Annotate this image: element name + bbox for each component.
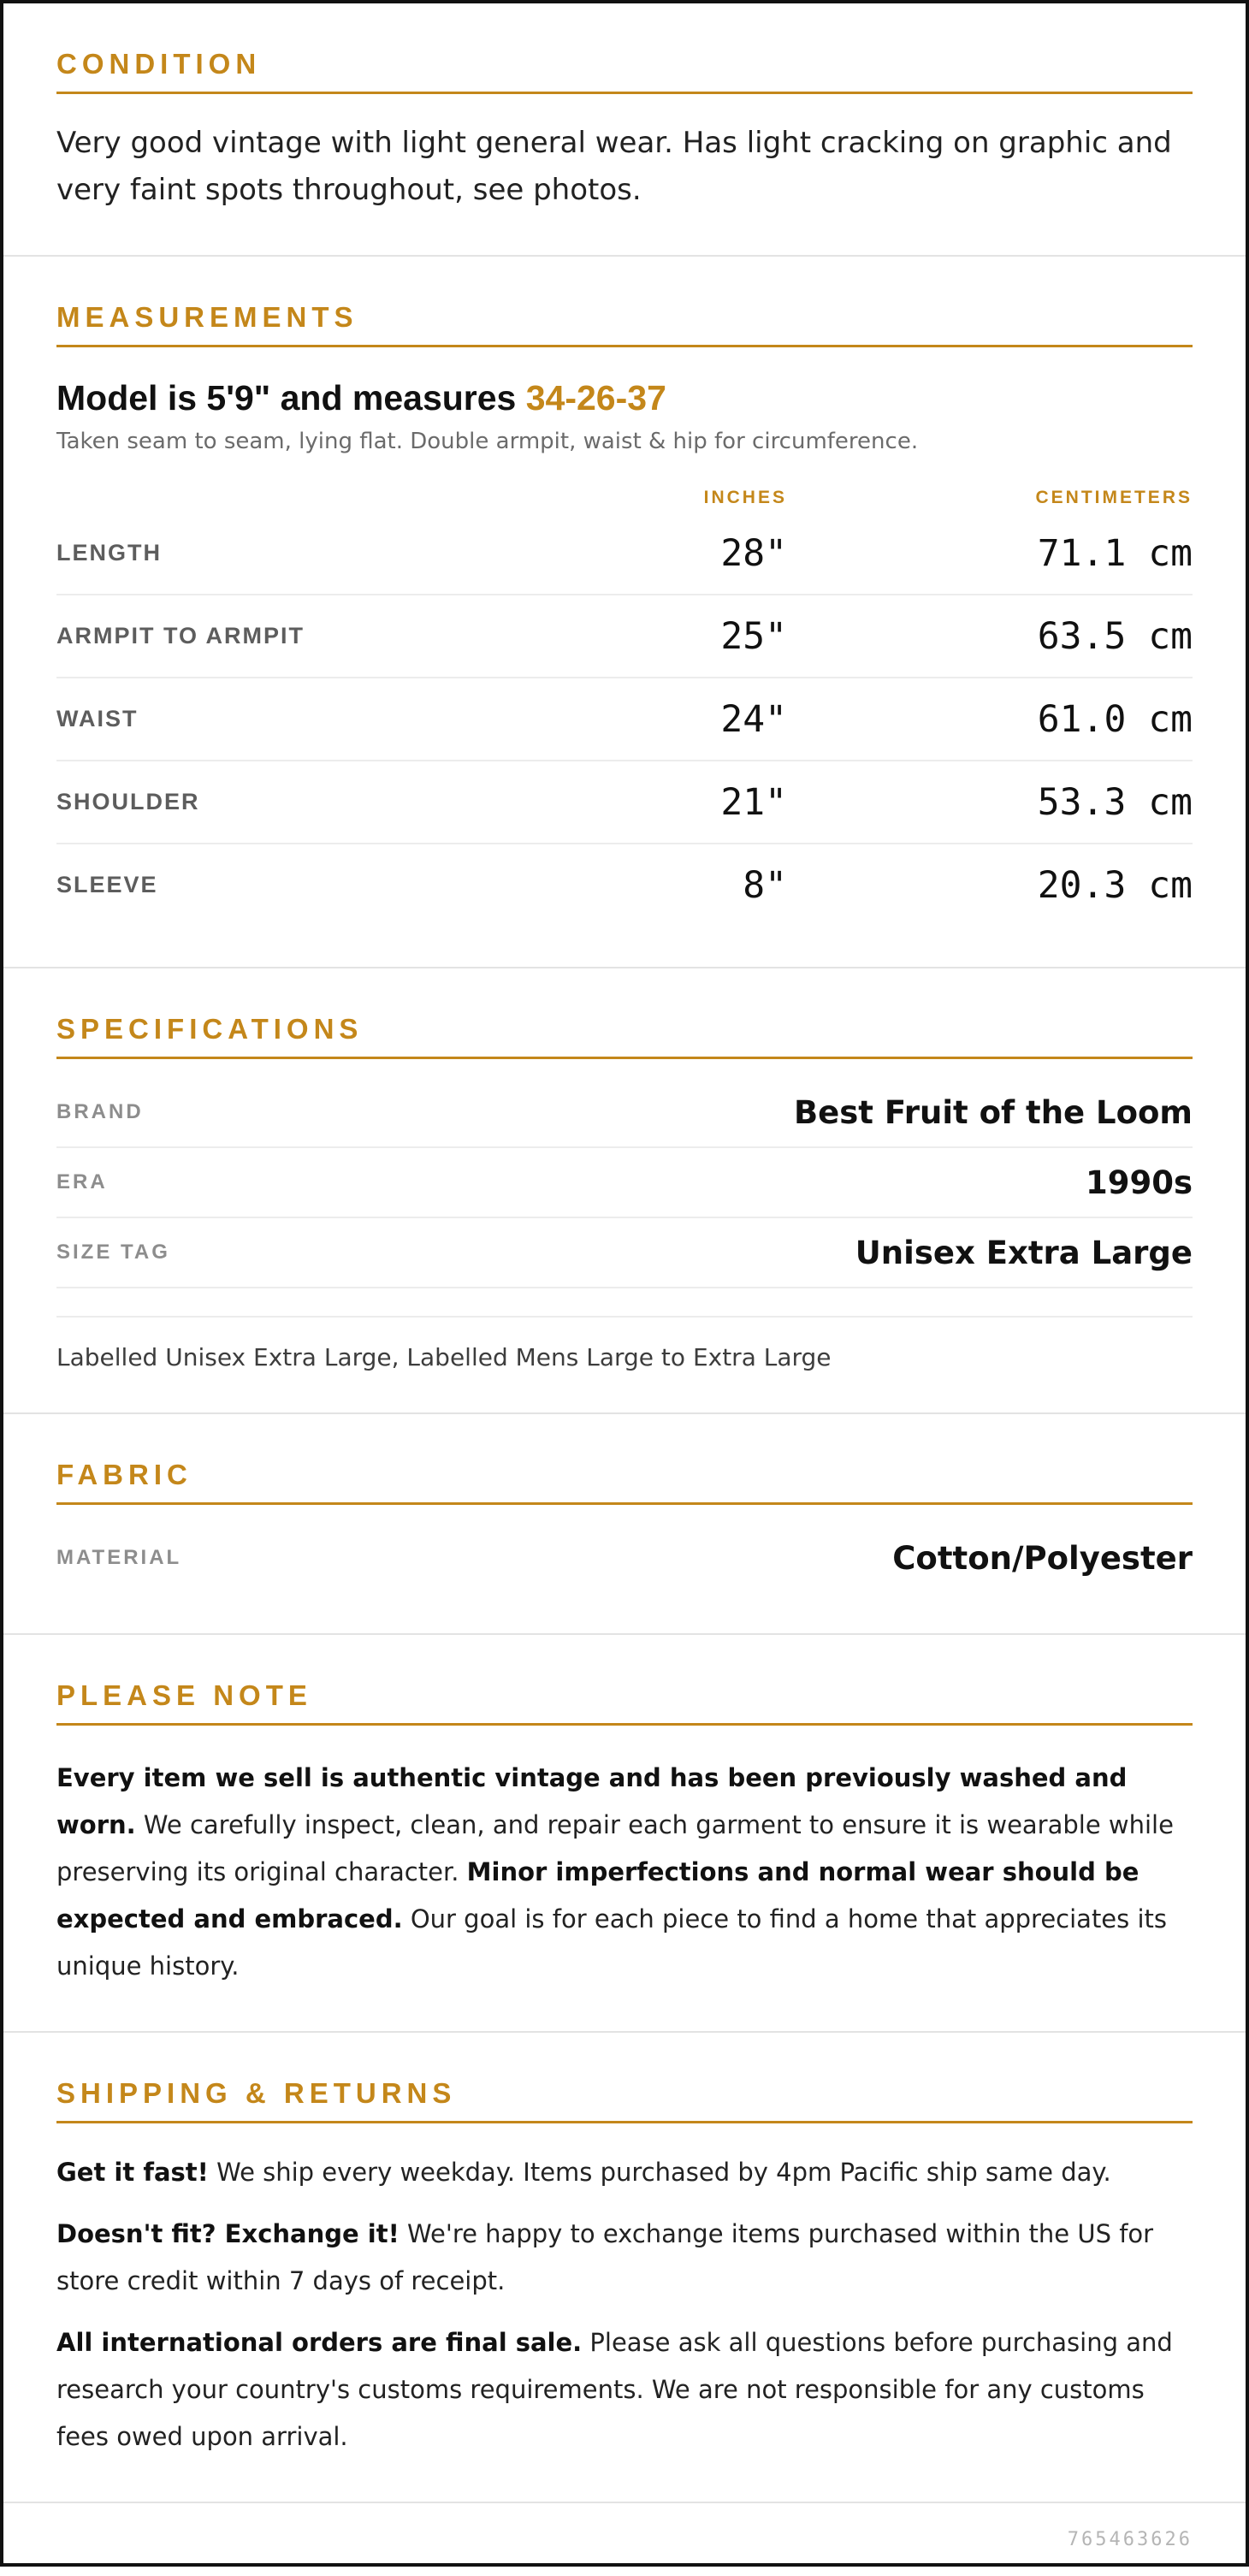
spec-note: Labelled Unisex Extra Large, Labelled Mens Large to Extra Large xyxy=(56,1316,1193,1371)
measurement-cm: 63.5 cm xyxy=(1037,614,1193,658)
measurements-heading: MEASUREMENTS xyxy=(56,303,1193,347)
model-measures xyxy=(56,378,1193,418)
note-bold-1: Every item we sell is authentic vintage and has been previously washed and worn. xyxy=(56,1763,1128,1840)
spec-label: ERA xyxy=(56,1170,108,1194)
measurement-cm: 71.1 cm xyxy=(1037,531,1193,575)
spec-value: Unisex Extra Large xyxy=(855,1234,1193,1271)
measurements-table-header xyxy=(56,483,1193,512)
measurements-table xyxy=(56,483,1193,926)
measurement-row xyxy=(56,678,1193,761)
spec-label: SIZE TAG xyxy=(56,1241,170,1264)
shipping-text: We ship every weekday. Items purchased by 4pm Pacific ship same day. xyxy=(208,2158,1111,2188)
measurement-label: ARMPIT TO ARMPIT xyxy=(56,623,305,649)
product-id-footer xyxy=(3,2503,1246,2576)
specifications-heading: SPECIFICATIONS xyxy=(56,1015,1193,1059)
measurements-section xyxy=(3,257,1246,968)
shipping-paragraph-exchange xyxy=(56,2211,1193,2305)
note-bold-2: Minor imperfections and normal wear should be expected and embraced. xyxy=(56,1857,1139,1934)
specifications-list xyxy=(56,1078,1193,1288)
spec-row-brand xyxy=(56,1078,1193,1148)
shipping-bold: All international orders are final sale. xyxy=(56,2328,583,2358)
measurement-inches: 21" xyxy=(720,780,787,824)
measurement-row xyxy=(56,595,1193,678)
note-text-1: We carefully inspect, clean, and repair each garment to ensure it is wearable while preserving its original character. xyxy=(56,1810,1174,1887)
spec-value: Best Fruit of the Loom xyxy=(793,1093,1193,1131)
spec-value: Cotton/Polyester xyxy=(892,1539,1193,1577)
measurement-label: WAIST xyxy=(56,706,139,732)
model-measures-value: 34-26-37 xyxy=(525,378,666,417)
spec-row-material xyxy=(56,1524,1193,1592)
measurement-label: SLEEVE xyxy=(56,872,158,898)
shipping-paragraph-fast xyxy=(56,2149,1193,2196)
measurement-inches: 24" xyxy=(720,697,787,741)
specifications-section xyxy=(3,968,1246,1414)
column-header-inches: INCHES xyxy=(703,488,787,508)
shipping-bold: Get it fast! xyxy=(56,2158,209,2188)
condition-text: Very good vintage with light general wear. Has light cracking on graphic and very faint spots throughout, see photos. xyxy=(56,126,1172,207)
measurement-row xyxy=(56,512,1193,595)
measurement-row xyxy=(56,761,1193,844)
measurement-inches: 25" xyxy=(720,614,787,658)
measurement-cm: 53.3 cm xyxy=(1037,780,1193,824)
shipping-text: We're happy to exchange items purchased within the US for store credit within 7 days of receipt. xyxy=(56,2219,1154,2296)
measurement-inches: 8" xyxy=(743,863,787,907)
measurement-row xyxy=(56,844,1193,926)
spec-row-era xyxy=(56,1148,1193,1218)
measurement-cm: 20.3 cm xyxy=(1037,863,1193,907)
spec-label: BRAND xyxy=(56,1100,144,1124)
measurement-label: LENGTH xyxy=(56,540,162,566)
measurement-inches: 28" xyxy=(720,531,787,575)
condition-heading: CONDITION xyxy=(56,50,1193,94)
please-note-heading: PLEASE NOTE xyxy=(56,1681,1193,1726)
model-measures-text: Model is 5'9" and measures xyxy=(56,378,526,417)
fabric-heading: FABRIC xyxy=(56,1460,1193,1505)
measurements-subtitle: Taken seam to seam, lying flat. Double armpit, waist & hip for circumference. xyxy=(56,429,919,455)
shipping-text: Please ask all questions before purchasing and research your country's customs requirements. We are not responsible for any customs fees owed upon arrival. xyxy=(56,2328,1173,2452)
shipping-section xyxy=(3,2033,1246,2503)
fabric-section xyxy=(3,1414,1246,1635)
spec-value: 1990s xyxy=(1085,1164,1193,1201)
shipping-heading: SHIPPING & RETURNS xyxy=(56,2079,1193,2123)
note-text-2: Our goal is for each piece to find a home that appreciates its unique history. xyxy=(56,1904,1168,1981)
please-note-text xyxy=(56,1755,1193,1990)
measurement-label: SHOULDER xyxy=(56,789,200,815)
please-note-section xyxy=(3,1635,1246,2033)
product-id: 765463626 xyxy=(1067,2529,1193,2551)
measurement-cm: 61.0 cm xyxy=(1037,697,1193,741)
spec-label: MATERIAL xyxy=(56,1546,182,1570)
shipping-paragraph-international xyxy=(56,2319,1193,2461)
condition-section xyxy=(3,3,1246,257)
column-header-centimeters: CENTIMETERS xyxy=(1035,488,1193,508)
spec-row-size-tag xyxy=(56,1218,1193,1288)
shipping-bold: Doesn't fit? Exchange it! xyxy=(56,2219,400,2249)
